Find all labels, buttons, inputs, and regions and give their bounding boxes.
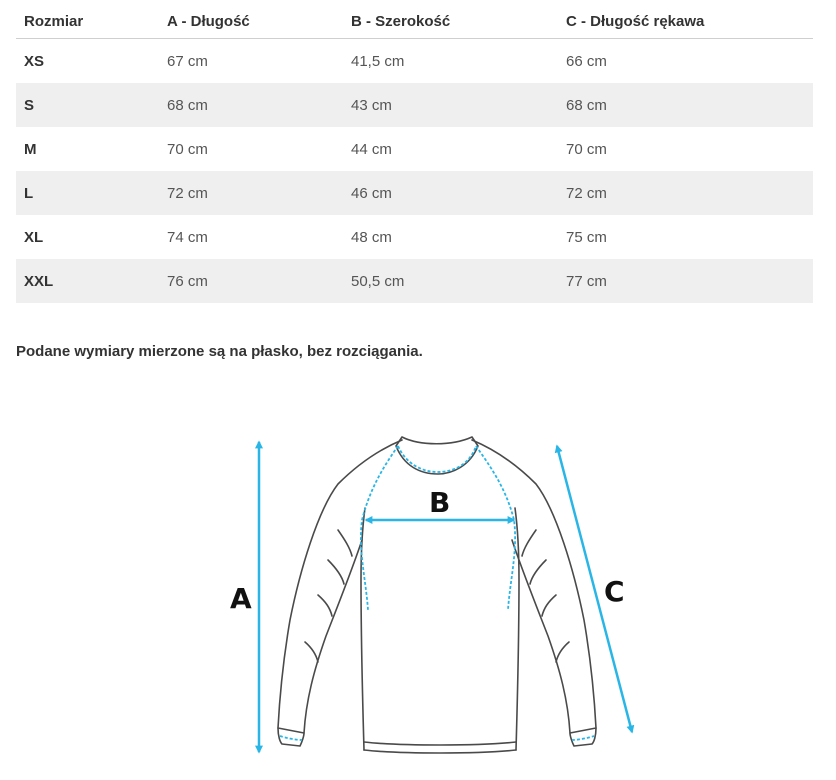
header-size: Rozmiar bbox=[16, 5, 159, 39]
size-cell: XL bbox=[24, 228, 44, 246]
length-cell: 72 cm bbox=[159, 171, 343, 215]
sleeve-cell: 72 cm bbox=[558, 171, 813, 215]
sleeve-cell: 75 cm bbox=[566, 228, 607, 246]
size-cell: L bbox=[16, 171, 159, 215]
size-table bbox=[16, 5, 813, 303]
table-row bbox=[16, 39, 813, 84]
table-row bbox=[16, 259, 813, 303]
shirt-measurement-diagram bbox=[0, 380, 836, 780]
length-cell: 68 cm bbox=[159, 83, 343, 127]
width-cell: 48 cm bbox=[351, 228, 392, 246]
sleeve-cell: 77 cm bbox=[558, 259, 813, 303]
width-cell: 44 cm bbox=[351, 140, 392, 158]
sleeve-cell: 68 cm bbox=[558, 83, 813, 127]
table-row bbox=[16, 171, 813, 215]
measurement-note: Podane wymiary mierzone są na płasko, bez rozciągania. bbox=[16, 343, 423, 360]
size-cell: XXL bbox=[16, 259, 159, 303]
width-cell: 50,5 cm bbox=[343, 259, 558, 303]
length-label: A bbox=[230, 582, 252, 615]
width-cell: 46 cm bbox=[343, 171, 558, 215]
table-header-row bbox=[16, 5, 813, 39]
header-width: B - Szerokość bbox=[343, 5, 558, 39]
size-cell: M bbox=[24, 140, 37, 158]
sleeve-cell: 70 cm bbox=[566, 140, 607, 158]
table-row bbox=[16, 83, 813, 127]
length-cell: 74 cm bbox=[167, 228, 208, 246]
size-cell: XS bbox=[24, 52, 45, 70]
sleeve-label: C bbox=[604, 575, 625, 608]
length-cell: 76 cm bbox=[159, 259, 343, 303]
shirt-outline bbox=[278, 437, 596, 753]
table-row bbox=[16, 127, 813, 171]
header-sleeve-length: C - Długość rękawa bbox=[558, 5, 813, 39]
width-cell: 41,5 cm bbox=[351, 52, 405, 70]
table-row bbox=[16, 215, 813, 259]
length-cell: 70 cm bbox=[167, 140, 208, 158]
header-length: A - Długość bbox=[159, 5, 343, 39]
length-cell: 67 cm bbox=[167, 52, 208, 70]
size-cell: S bbox=[16, 83, 159, 127]
sleeve-cell: 66 cm bbox=[566, 52, 607, 70]
width-label: B bbox=[429, 486, 451, 519]
width-cell: 43 cm bbox=[343, 83, 558, 127]
